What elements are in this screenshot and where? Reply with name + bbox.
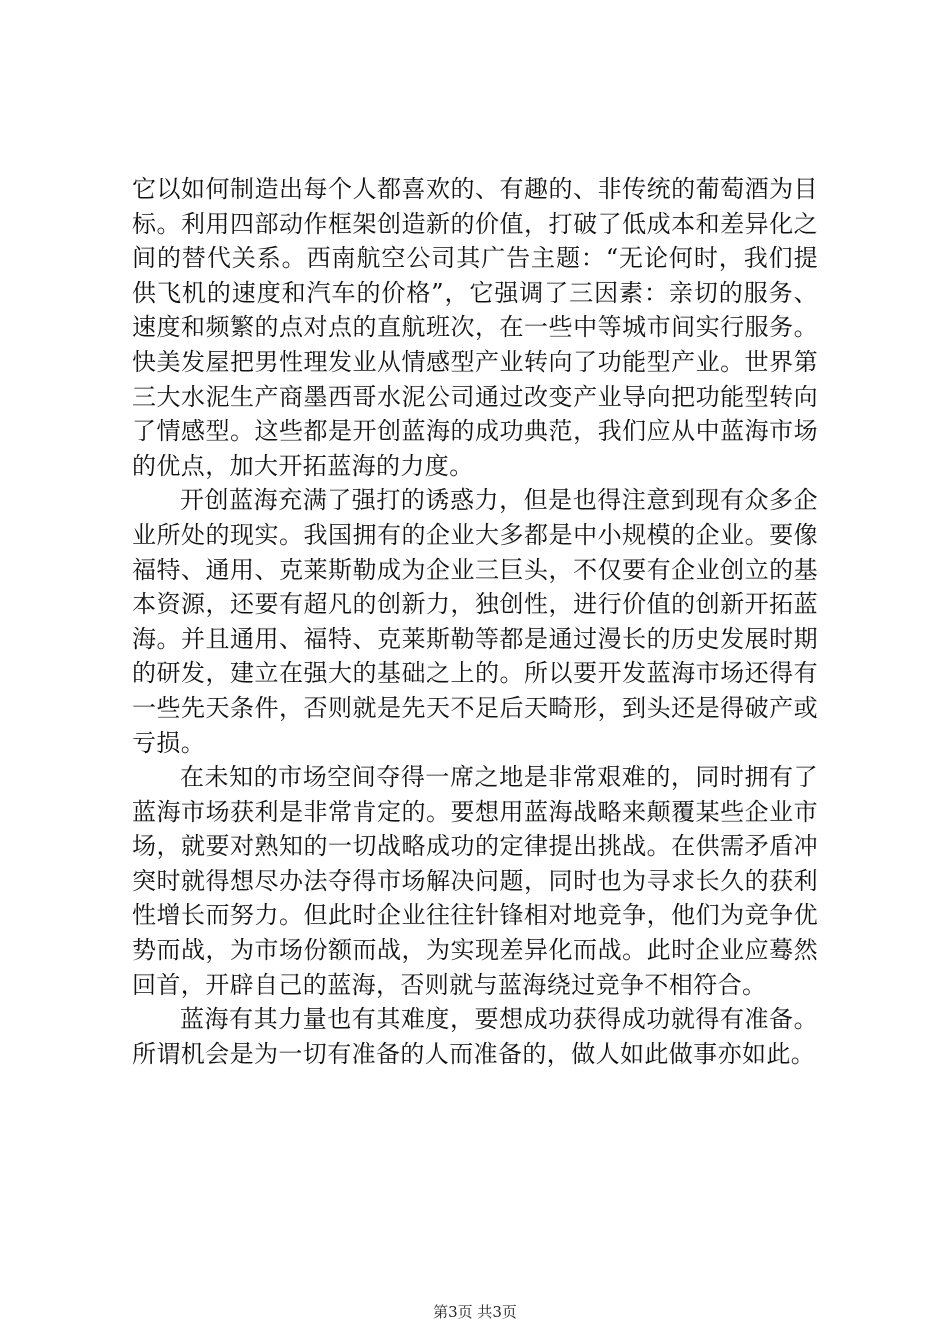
page-number-footer: 第3页 共3页 xyxy=(433,1303,517,1321)
body-text xyxy=(132,172,818,1071)
paragraph-2: 开创蓝海充满了强打的诱惑力，但是也得注意到现有众多企业所处的现实。我国拥有的企业大多都是中小规模的企业。要像福特、通用、克莱斯勒成为企业三巨头，不仅要有企业创立的基本资源，还要有超凡的创新力，独创性，进行价值的创新开拓蓝海。并且通用、福特、克莱斯勒等都是通过漫长的历史发展时期的研发，建立在强大的基础之上的。所以要开发蓝海市场还得有一些先天条件，否则就是先天不足后天畸形，到头还是得破产或亏损。 xyxy=(132,486,818,757)
paragraph-4: 蓝海有其力量也有其难度，要想成功获得成功就得有准备。所谓机会是为一切有准备的人而准备的，做人如此做事亦如此。 xyxy=(132,1005,818,1068)
paragraph-3: 在未知的市场空间夺得一席之地是非常艰难的，同时拥有了蓝海市场获利是非常肯定的。要想用蓝海战略来颠覆某些企业市场，就要对熟知的一切战略成功的定律提出挑战。在供需矛盾冲突时就得想尽办法夺得市场解决问题，同时也为寻求长久的获利性增长而努力。但此时企业往往针锋相对地竞争，他们为竞争优势而战，为市场份额而战，为实现差异化而战。此时企业应蓦然回首，开辟自己的蓝海，否则就与蓝海绕过竞争不相符合。 xyxy=(132,763,818,999)
paragraph-1: 它以如何制造出每个人都喜欢的、有趣的、非传统的葡萄酒为目标。利用四部动作框架创造新的价值，打破了低成本和差异化之间的替代关系。西南航空公司其广告主题：“无论何时，我们提供飞机的速度和汽车的价格”，它强调了三因素：亲切的服务、速度和频繁的点对点的直航班次，在一些中等城市间实行服务。快美发屋把男性理发业从情感型产业转向了功能型产业。世界第三大水泥生产商墨西哥水泥公司通过改变产业导向把功能型转向了情感型。这些都是开创蓝海的成功典范，我们应从中蓝海市场的优点，加大开拓蓝海的力度。 xyxy=(132,175,818,480)
